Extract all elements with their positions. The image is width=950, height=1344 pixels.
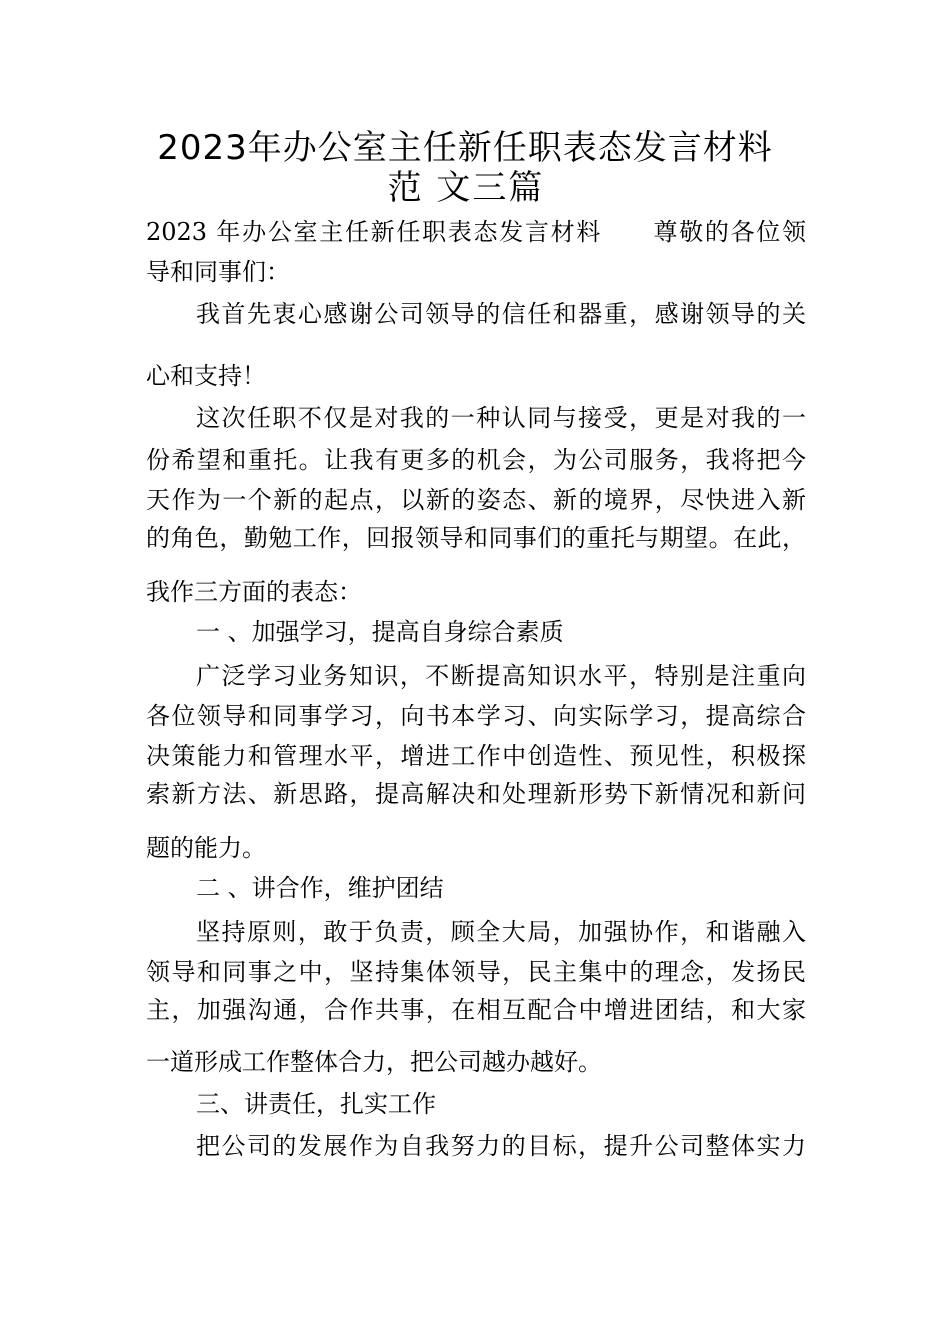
body-line: 索新方法、新思路，提高解决和处理新形势下新情况和新问 (146, 780, 806, 808)
body-line: 我首先衷心感谢公司领导的信任和器重，感谢领导的关 (196, 300, 806, 328)
body-line: 导和同事们： (146, 258, 290, 286)
body-line: 我作三方面的表态： (146, 578, 362, 606)
body-line: 的角色，勤勉工作，回报领导和同事们的重托与期望。在此， (146, 524, 806, 552)
body-line: 决策能力和管理水平，增进工作中创造性、预见性，积极探 (146, 742, 806, 770)
body-line: 一道形成工作整体合力，把公司越办越好。 (146, 1048, 602, 1076)
body-line: 领导和同事之中，坚持集体领导，民主集中的理念，发扬民 (146, 958, 806, 986)
document-title-line-2: 范 文三篇 (387, 168, 545, 208)
body-line: 心和支持！ (146, 362, 266, 390)
body-line: 份希望和重托。让我有更多的机会，为公司服务，我将把今 (146, 446, 806, 474)
section-heading: 二 、讲合作，维护团结 (196, 874, 444, 902)
body-line: 题的能力。 (146, 834, 266, 862)
section-heading: 三、讲责任，扎实工作 (196, 1090, 436, 1118)
body-line: 主，加强沟通，合作共事，在相互配合中增进团结，和大家 (146, 996, 806, 1024)
document-title-line-1: 2023年办公室主任新任职表态发言材料 (157, 128, 773, 168)
body-line: 坚持原则，敢于负责，顾全大局，加强协作，和谐融入 (196, 918, 806, 946)
body-line: 各位领导和同事学习，向书本学习、向实际学习，提高综合 (146, 702, 806, 730)
section-heading: 一 、加强学习，提高自身综合素质 (196, 618, 564, 646)
body-line: 广泛学习业务知识，不断提高知识水平，特别是注重向 (196, 662, 806, 690)
body-line: 天作为一个新的起点，以新的姿态、新的境界，尽快进入新 (146, 486, 806, 514)
body-line: 把公司的发展作为自我努力的目标，提升公司整体实力 (196, 1132, 806, 1160)
body-line: 这次任职不仅是对我的一种认同与接受，更是对我的一 (196, 404, 806, 432)
body-line: 2023 年办公室主任新任职表态发言材料 尊敬的各位领 (146, 218, 806, 246)
